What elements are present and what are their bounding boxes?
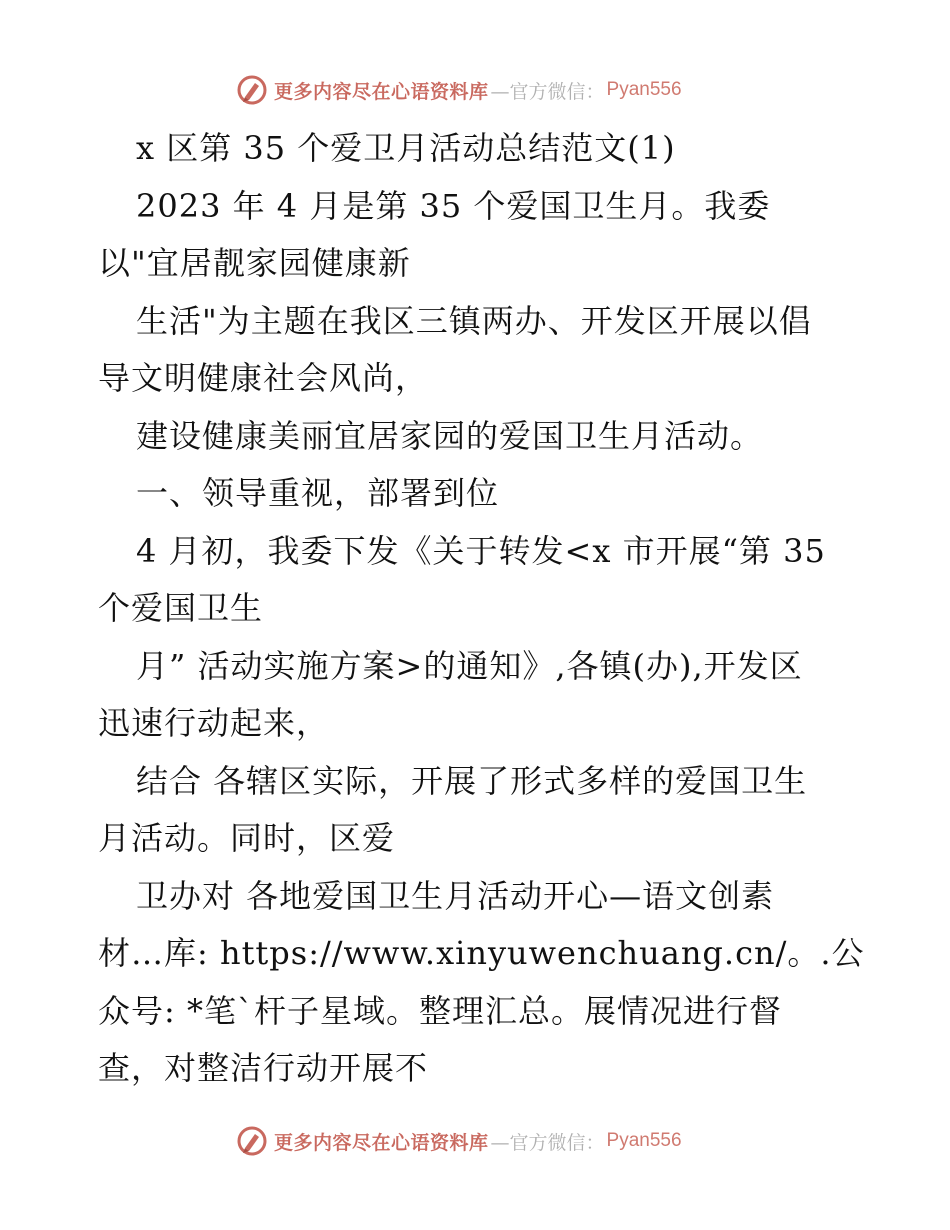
watermark-brand: 更多内容尽在心语资料库 [274,1131,489,1154]
document-title: x 区第 35 个爱卫月活动总结范文(1) [136,129,676,167]
paragraph-line: 迅速行动起来， [98,704,330,742]
watermark-brand: 更多内容尽在心语资料库 [274,80,489,103]
paragraph-line: 查，对整洁行动开展不 [98,1049,429,1087]
pen-logo-icon [236,1125,268,1157]
paragraph-line: 卫办对 各地爱国卫生月活动开心—语文创素 [136,876,775,915]
paragraph-line: 生活"为主题在我区三镇两办、开发区开展以倡 [136,301,812,340]
paragraph-line: 建设健康美丽宜居家园的爱国卫生月活动。 [136,416,764,455]
paragraph-line: 以"宜居靓家园健康新 [98,244,411,282]
footer-watermark [236,1124,682,1158]
paragraph-line: 众号: *笔`杆子星域。整理汇总。展情况进行督 [98,991,782,1030]
paragraph-line: 材…库: https://www.xinyuwenchuang.cn/。.公 [98,934,865,972]
watermark-contact-label: —官方微信： [490,1131,605,1154]
watermark-wechat-id: Pyan556 [606,1130,682,1151]
watermark-wechat-id: Pyan556 [606,79,682,100]
section-heading: 一、领导重视，部署到位 [136,474,500,512]
pen-logo-icon [236,74,268,106]
paragraph-line: 月活动。同时，区爱 [98,819,396,857]
paragraph-line: 导文明健康社会风尚， [98,359,429,397]
paragraph-line: 结合 各辖区实际，开展了形式多样的爱国卫生 [136,761,808,800]
paragraph-line: 4 月初，我委下发《关于转发<x 市开展“第 35 [136,531,826,570]
header-watermark [236,73,682,107]
paragraph-line: 2023 年 4 月是第 35 个爱国卫生月。我委 [136,186,771,225]
watermark-contact-label: —官方微信： [490,80,605,103]
paragraph-line: 个爱国卫生 [98,589,264,627]
paragraph-line: 月” 活动实施方案>的通知》,各镇(办),开发区 [136,646,803,685]
document-body [98,120,865,1098]
